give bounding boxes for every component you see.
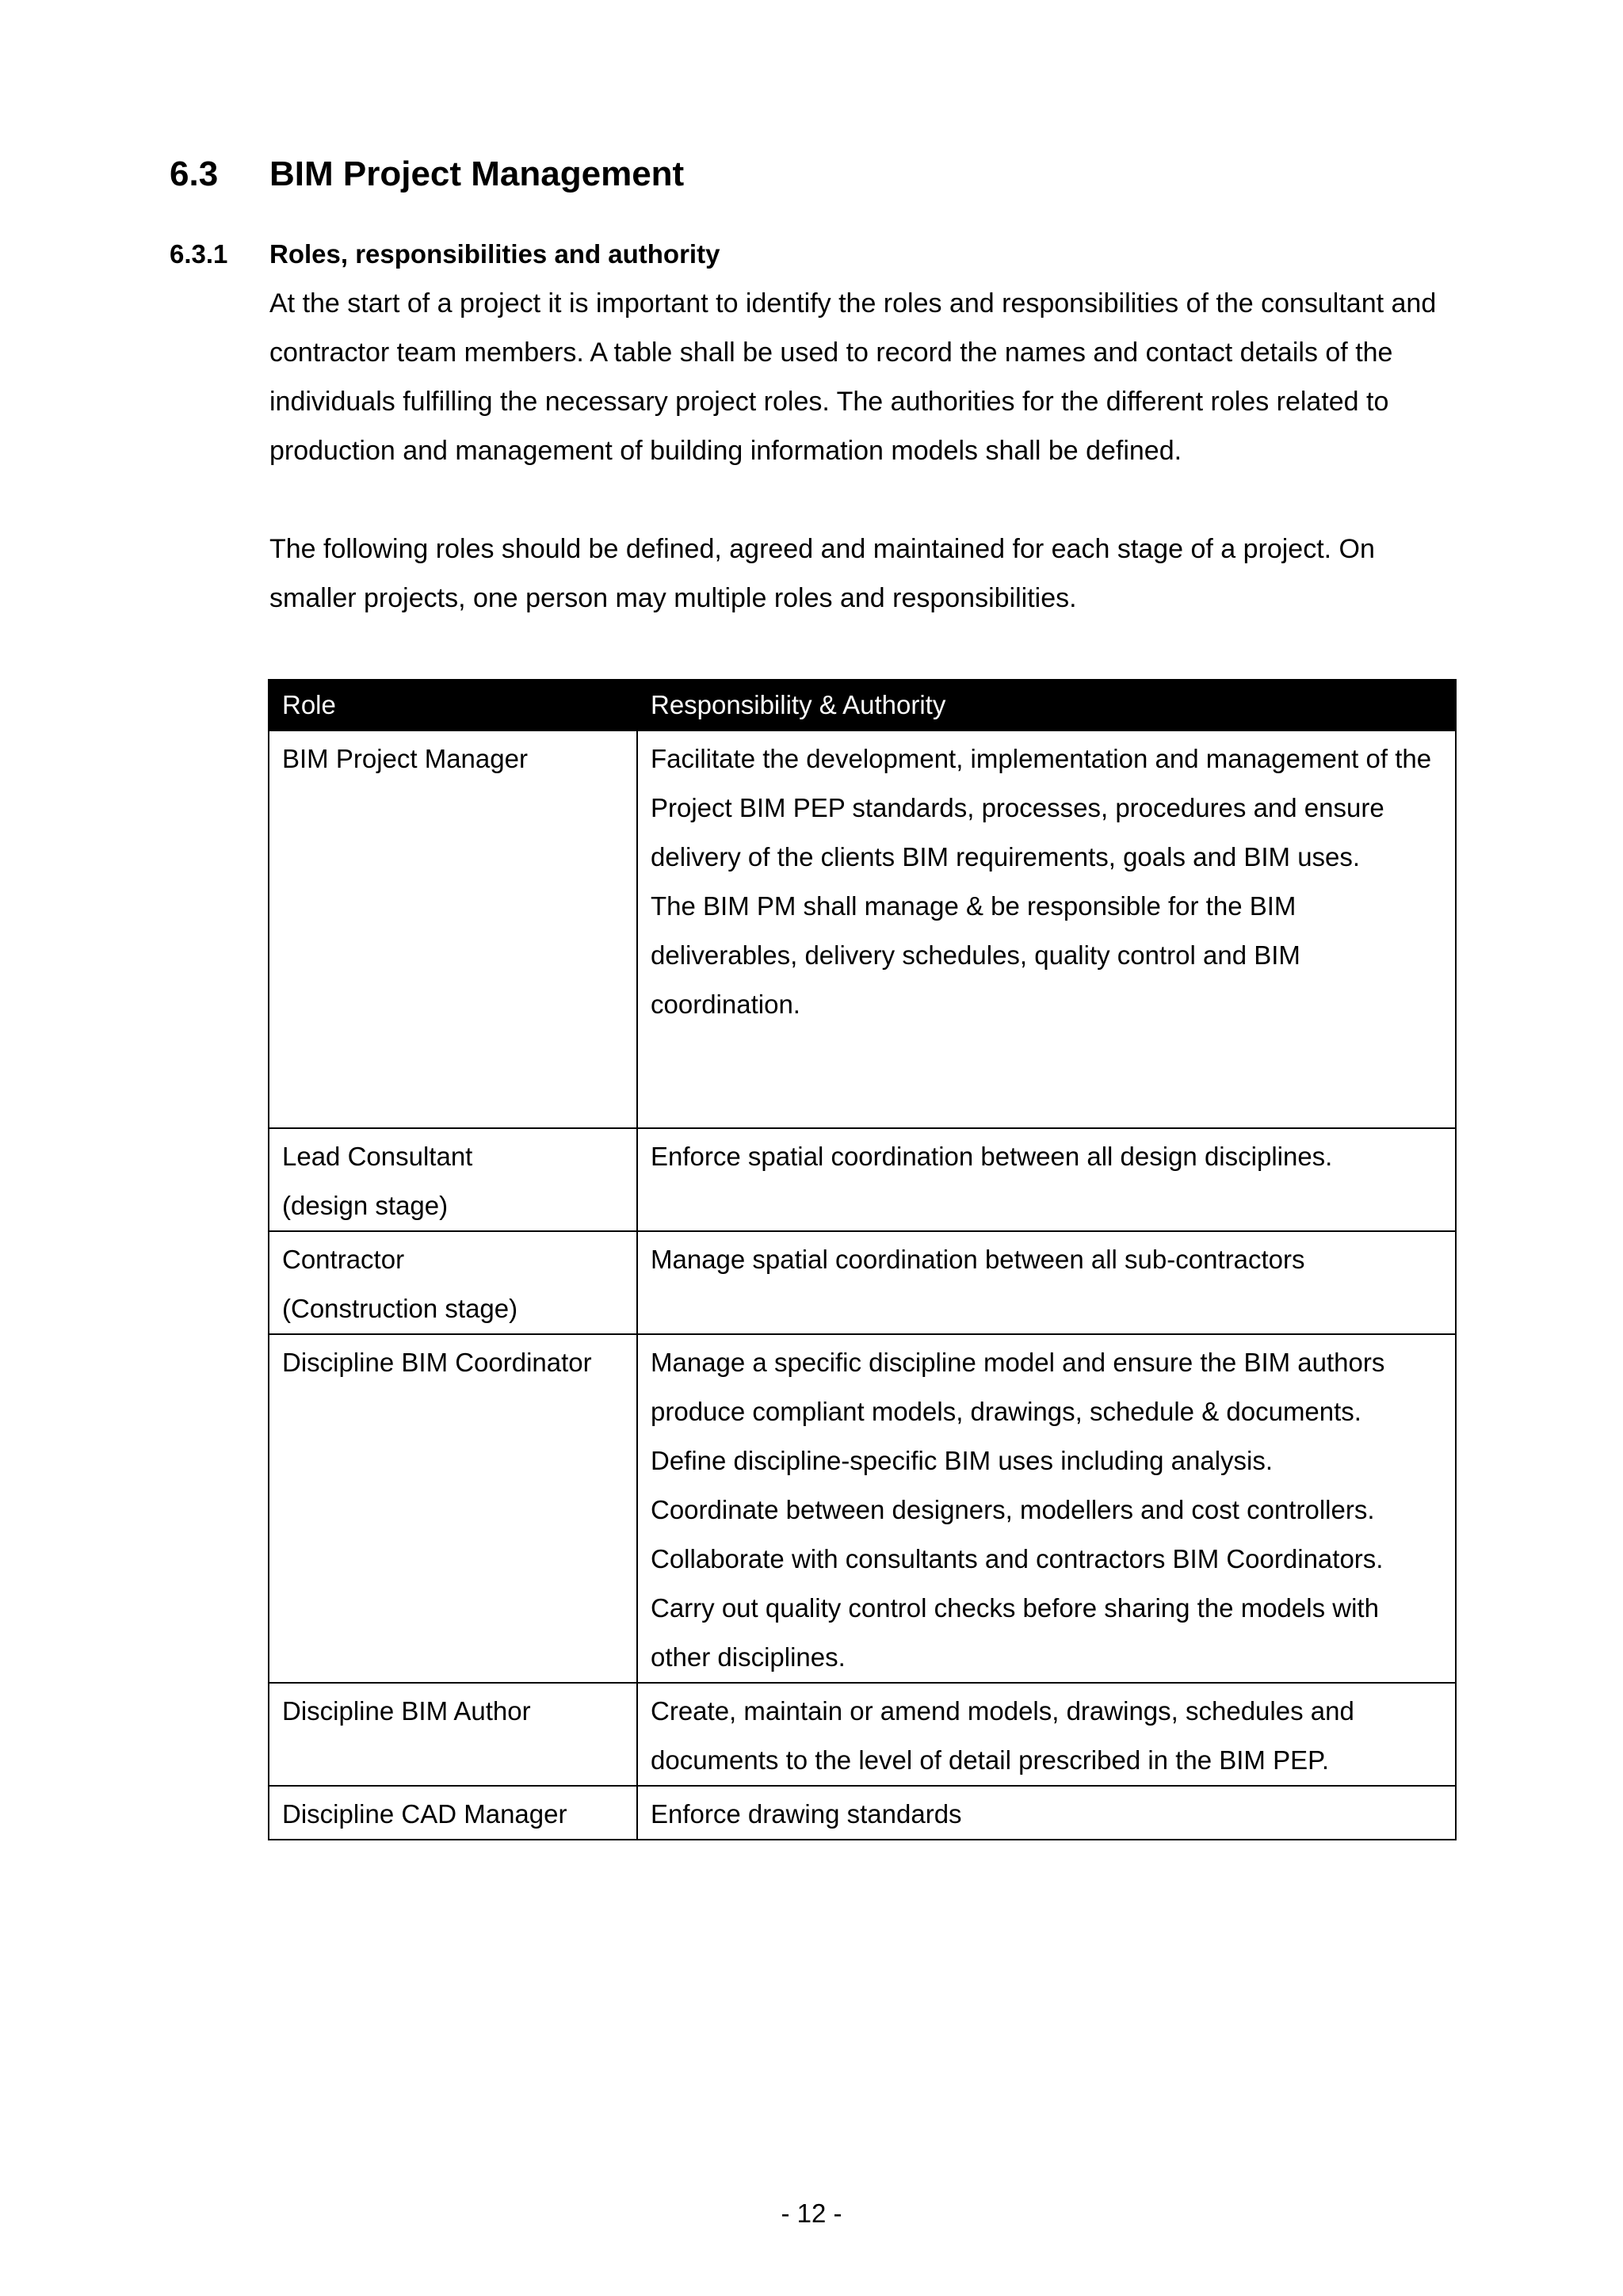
- responsibility-text: Enforce spatial coordination between all design disciplines.: [651, 1142, 1333, 1171]
- role-text: Contractor: [282, 1245, 405, 1274]
- roles-table: [268, 679, 1457, 1840]
- role-text: Lead Consultant: [282, 1142, 473, 1171]
- responsibility-text: Carry out quality control checks before sharing the models with other disciplines.: [651, 1593, 1379, 1672]
- table-row: [269, 1683, 1456, 1786]
- responsibility-text: Collaborate with consultants and contractors BIM Coordinators.: [651, 1544, 1384, 1573]
- table-row: [269, 1128, 1456, 1231]
- header-responsibility: Responsibility & Authority: [637, 680, 1456, 730]
- intro-paragraph: At the start of a project it is important to identify the roles and responsibilities of the consultant and contractor team members. A table shall be used to record the names and contact details of the individuals fulfilling the necessary project roles. The authorities for the different roles related to production and management of building information models shall be defined.: [269, 288, 1437, 466]
- role-stage-text: (design stage): [282, 1191, 449, 1220]
- role-text: BIM Project Manager: [282, 744, 528, 773]
- responsibility-text: Create, maintain or amend models, drawings, schedules and documents to the level of detail prescribed in the BIM PEP.: [651, 1696, 1354, 1775]
- roles-paragraph: The following roles should be defined, agreed and maintained for each stage of a project. On smaller projects, one person may multiple roles and responsibilities.: [269, 534, 1375, 613]
- header-role: Role: [269, 680, 637, 730]
- role-text: Discipline BIM Coordinator: [282, 1348, 592, 1377]
- responsibility-text: The BIM PM shall manage & be responsible for the BIM deliverables, delivery schedules, quality control and BIM coordination.: [651, 891, 1300, 1019]
- page-number: - 12 -: [781, 2199, 842, 2228]
- responsibility-cell: [637, 1128, 1456, 1231]
- role-stage-text: (Construction stage): [282, 1294, 518, 1323]
- subsection-title: Roles, responsibilities and authority: [269, 239, 720, 269]
- responsibility-cell: [637, 1334, 1456, 1683]
- responsibility-text: Define discipline-specific BIM uses including analysis.: [651, 1446, 1274, 1475]
- role-text: Discipline BIM Author: [282, 1696, 531, 1726]
- subsection-heading: [170, 238, 720, 271]
- responsibility-text: Enforce drawing standards: [651, 1799, 962, 1829]
- role-cell: [269, 1683, 637, 1786]
- section-heading: [170, 152, 684, 196]
- responsibility-text: Manage spatial coordination between all sub-contractors: [651, 1245, 1305, 1274]
- role-cell: [269, 1231, 637, 1334]
- section-number: 6.3: [170, 154, 219, 193]
- responsibility-cell: [637, 1231, 1456, 1334]
- responsibility-cell: [637, 730, 1456, 1128]
- role-cell: [269, 1334, 637, 1683]
- role-cell: [269, 730, 637, 1128]
- role-cell: [269, 1786, 637, 1840]
- table-row: [269, 730, 1456, 1128]
- responsibility-text: Facilitate the development, implementation and management of the Project BIM PEP standards, processes, procedures and ensure delivery of the clients BIM requirements, goals and BIM uses.: [651, 744, 1432, 871]
- table-row: [269, 1334, 1456, 1683]
- table-row: [269, 1231, 1456, 1334]
- section-title: BIM Project Management: [269, 154, 685, 193]
- role-text: Discipline CAD Manager: [282, 1799, 567, 1829]
- responsibility-text: Coordinate between designers, modellers and cost controllers.: [651, 1495, 1375, 1524]
- subsection-number: 6.3.1: [170, 239, 228, 269]
- table-row: [269, 1786, 1456, 1840]
- responsibility-cell: [637, 1683, 1456, 1786]
- role-cell: [269, 1128, 637, 1231]
- table-header-row: [269, 680, 1456, 730]
- responsibility-text: Manage a specific discipline model and ensure the BIM authors produce compliant models, drawings, schedule & documents.: [651, 1348, 1385, 1426]
- responsibility-cell: [637, 1786, 1456, 1840]
